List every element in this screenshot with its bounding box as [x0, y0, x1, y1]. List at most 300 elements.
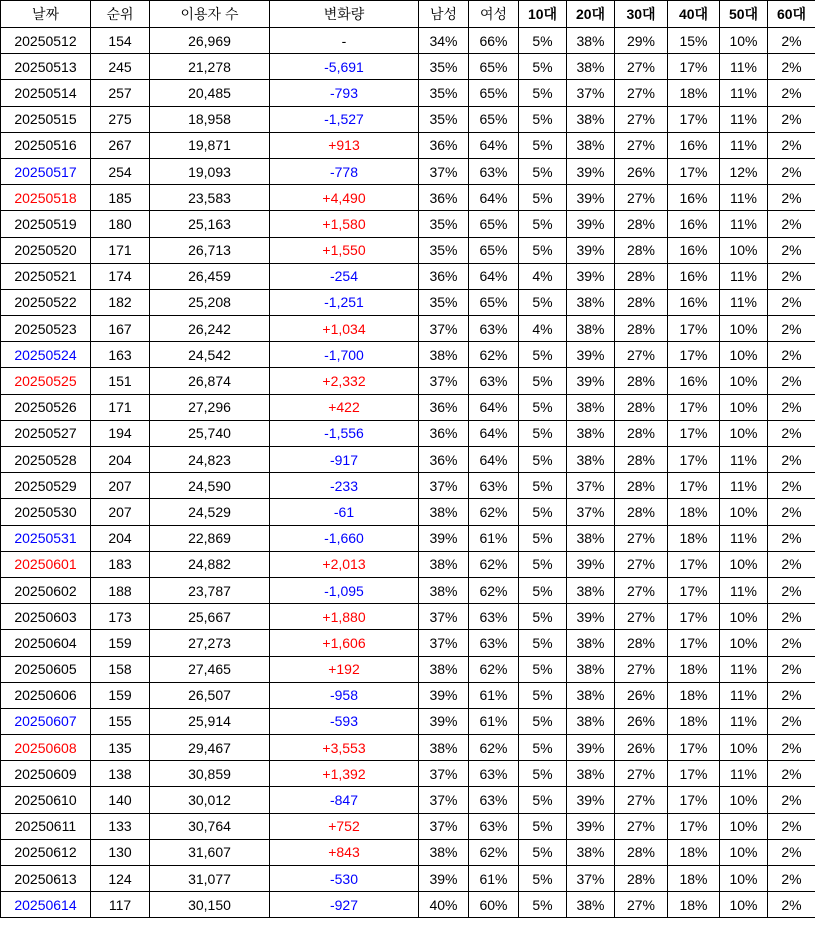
cell-change: -1,251 — [270, 289, 419, 315]
cell-age-10s: 5% — [519, 368, 567, 394]
cell-age-60s: 2% — [768, 80, 815, 106]
cell-age-30s: 28% — [615, 420, 668, 446]
cell-age-60s: 2% — [768, 28, 815, 54]
cell-male: 38% — [419, 735, 469, 761]
cell-users: 26,459 — [150, 263, 270, 289]
cell-female: 64% — [469, 263, 519, 289]
cell-age-10s: 5% — [519, 80, 567, 106]
cell-age-50s: 11% — [720, 473, 768, 499]
cell-rank: 159 — [91, 682, 150, 708]
cell-male: 39% — [419, 866, 469, 892]
cell-change: +1,606 — [270, 630, 419, 656]
cell-age-20s: 38% — [567, 316, 615, 342]
cell-age-10s: 5% — [519, 185, 567, 211]
cell-age-20s: 39% — [567, 604, 615, 630]
table-row — [1, 394, 815, 420]
cell-users: 27,465 — [150, 656, 270, 682]
cell-age-60s: 2% — [768, 158, 815, 184]
cell-users: 29,467 — [150, 735, 270, 761]
cell-female: 63% — [469, 158, 519, 184]
cell-users: 24,882 — [150, 551, 270, 577]
cell-users: 25,163 — [150, 211, 270, 237]
table-row — [1, 54, 815, 80]
cell-female: 66% — [469, 28, 519, 54]
cell-age-30s: 28% — [615, 237, 668, 263]
cell-date: 20250517 — [1, 158, 91, 184]
cell-age-30s: 27% — [615, 54, 668, 80]
cell-change: +1,550 — [270, 237, 419, 263]
cell-female: 63% — [469, 316, 519, 342]
cell-age-60s: 2% — [768, 54, 815, 80]
cell-male: 38% — [419, 551, 469, 577]
cell-age-20s: 39% — [567, 211, 615, 237]
cell-users: 30,012 — [150, 787, 270, 813]
cell-age-30s: 26% — [615, 735, 668, 761]
table-row — [1, 813, 815, 839]
cell-date: 20250523 — [1, 316, 91, 342]
cell-date: 20250527 — [1, 420, 91, 446]
header-age-20s: 20대 — [567, 1, 615, 28]
cell-change: -593 — [270, 708, 419, 734]
cell-female: 64% — [469, 185, 519, 211]
cell-date: 20250524 — [1, 342, 91, 368]
cell-female: 64% — [469, 132, 519, 158]
cell-change: -5,691 — [270, 54, 419, 80]
cell-age-10s: 5% — [519, 473, 567, 499]
cell-users: 24,529 — [150, 499, 270, 525]
cell-age-10s: 5% — [519, 551, 567, 577]
cell-users: 27,273 — [150, 630, 270, 656]
cell-change: -778 — [270, 158, 419, 184]
cell-date: 20250522 — [1, 289, 91, 315]
cell-age-10s: 5% — [519, 289, 567, 315]
cell-date: 20250608 — [1, 735, 91, 761]
cell-female: 65% — [469, 54, 519, 80]
cell-age-30s: 28% — [615, 394, 668, 420]
cell-age-10s: 5% — [519, 630, 567, 656]
cell-age-60s: 2% — [768, 106, 815, 132]
cell-rank: 257 — [91, 80, 150, 106]
cell-age-10s: 5% — [519, 28, 567, 54]
cell-date: 20250610 — [1, 787, 91, 813]
cell-age-20s: 37% — [567, 866, 615, 892]
cell-age-20s: 38% — [567, 289, 615, 315]
cell-age-10s: 5% — [519, 525, 567, 551]
cell-age-50s: 11% — [720, 132, 768, 158]
cell-date: 20250519 — [1, 211, 91, 237]
cell-age-30s: 29% — [615, 28, 668, 54]
cell-age-20s: 38% — [567, 656, 615, 682]
cell-rank: 117 — [91, 892, 150, 918]
cell-date: 20250612 — [1, 839, 91, 865]
cell-age-10s: 5% — [519, 735, 567, 761]
cell-age-60s: 2% — [768, 263, 815, 289]
cell-change: +1,392 — [270, 761, 419, 787]
table-row — [1, 866, 815, 892]
cell-male: 37% — [419, 787, 469, 813]
cell-male: 38% — [419, 342, 469, 368]
cell-age-50s: 10% — [720, 604, 768, 630]
cell-age-40s: 16% — [668, 237, 720, 263]
cell-age-60s: 2% — [768, 735, 815, 761]
cell-rank: 185 — [91, 185, 150, 211]
cell-age-60s: 2% — [768, 577, 815, 603]
cell-male: 37% — [419, 316, 469, 342]
cell-male: 38% — [419, 577, 469, 603]
cell-rank: 173 — [91, 604, 150, 630]
table-row — [1, 80, 815, 106]
cell-age-40s: 17% — [668, 735, 720, 761]
cell-change: -530 — [270, 866, 419, 892]
cell-age-60s: 2% — [768, 866, 815, 892]
cell-age-30s: 28% — [615, 630, 668, 656]
table-row — [1, 892, 815, 918]
cell-change: -1,527 — [270, 106, 419, 132]
cell-male: 34% — [419, 28, 469, 54]
cell-age-30s: 26% — [615, 682, 668, 708]
cell-age-30s: 27% — [615, 604, 668, 630]
cell-age-20s: 38% — [567, 447, 615, 473]
cell-male: 39% — [419, 682, 469, 708]
cell-male: 38% — [419, 499, 469, 525]
table-row — [1, 656, 815, 682]
cell-age-50s: 10% — [720, 787, 768, 813]
cell-rank: 183 — [91, 551, 150, 577]
table-row — [1, 630, 815, 656]
cell-rank: 204 — [91, 525, 150, 551]
cell-date: 20250526 — [1, 394, 91, 420]
table-row — [1, 158, 815, 184]
table-row — [1, 735, 815, 761]
cell-age-30s: 27% — [615, 525, 668, 551]
cell-male: 35% — [419, 211, 469, 237]
cell-change: -958 — [270, 682, 419, 708]
cell-age-10s: 5% — [519, 106, 567, 132]
cell-date: 20250609 — [1, 761, 91, 787]
cell-users: 25,208 — [150, 289, 270, 315]
cell-age-30s: 26% — [615, 708, 668, 734]
cell-age-10s: 5% — [519, 420, 567, 446]
cell-age-50s: 11% — [720, 54, 768, 80]
cell-age-50s: 10% — [720, 316, 768, 342]
table-row — [1, 551, 815, 577]
cell-age-10s: 5% — [519, 761, 567, 787]
cell-age-40s: 17% — [668, 342, 720, 368]
cell-users: 25,740 — [150, 420, 270, 446]
cell-male: 36% — [419, 420, 469, 446]
cell-male: 35% — [419, 237, 469, 263]
cell-change: -1,700 — [270, 342, 419, 368]
cell-age-60s: 2% — [768, 604, 815, 630]
cell-age-40s: 16% — [668, 132, 720, 158]
cell-age-40s: 18% — [668, 892, 720, 918]
cell-rank: 130 — [91, 839, 150, 865]
cell-change: -917 — [270, 447, 419, 473]
cell-age-20s: 39% — [567, 263, 615, 289]
cell-rank: 267 — [91, 132, 150, 158]
cell-age-10s: 5% — [519, 577, 567, 603]
cell-age-50s: 11% — [720, 185, 768, 211]
cell-age-50s: 11% — [720, 525, 768, 551]
cell-age-60s: 2% — [768, 708, 815, 734]
cell-age-50s: 11% — [720, 263, 768, 289]
cell-age-40s: 17% — [668, 394, 720, 420]
cell-age-10s: 5% — [519, 813, 567, 839]
table-row — [1, 787, 815, 813]
cell-date: 20250607 — [1, 708, 91, 734]
header-age-10s: 10대 — [519, 1, 567, 28]
cell-date: 20250516 — [1, 132, 91, 158]
cell-age-40s: 17% — [668, 106, 720, 132]
cell-change: +192 — [270, 656, 419, 682]
cell-female: 65% — [469, 289, 519, 315]
cell-female: 63% — [469, 630, 519, 656]
cell-date: 20250613 — [1, 866, 91, 892]
cell-age-50s: 11% — [720, 577, 768, 603]
table-row — [1, 761, 815, 787]
cell-age-10s: 5% — [519, 132, 567, 158]
cell-female: 61% — [469, 708, 519, 734]
cell-age-50s: 11% — [720, 289, 768, 315]
cell-age-60s: 2% — [768, 787, 815, 813]
header-male: 남성 — [419, 1, 469, 28]
cell-age-60s: 2% — [768, 525, 815, 551]
cell-change: -61 — [270, 499, 419, 525]
cell-age-60s: 2% — [768, 892, 815, 918]
cell-age-60s: 2% — [768, 211, 815, 237]
cell-age-50s: 10% — [720, 551, 768, 577]
cell-users: 22,869 — [150, 525, 270, 551]
cell-age-40s: 18% — [668, 656, 720, 682]
cell-male: 38% — [419, 839, 469, 865]
cell-age-50s: 10% — [720, 630, 768, 656]
cell-female: 63% — [469, 473, 519, 499]
cell-age-40s: 18% — [668, 708, 720, 734]
cell-rank: 138 — [91, 761, 150, 787]
cell-date: 20250531 — [1, 525, 91, 551]
cell-male: 35% — [419, 289, 469, 315]
cell-change: +843 — [270, 839, 419, 865]
cell-rank: 180 — [91, 211, 150, 237]
cell-users: 25,914 — [150, 708, 270, 734]
header-age-50s: 50대 — [720, 1, 768, 28]
cell-age-30s: 27% — [615, 577, 668, 603]
cell-age-60s: 2% — [768, 656, 815, 682]
cell-date: 20250518 — [1, 185, 91, 211]
cell-age-30s: 28% — [615, 211, 668, 237]
header-age-30s: 30대 — [615, 1, 668, 28]
cell-age-30s: 28% — [615, 368, 668, 394]
cell-age-20s: 39% — [567, 368, 615, 394]
cell-female: 62% — [469, 577, 519, 603]
cell-age-50s: 11% — [720, 106, 768, 132]
cell-date: 20250611 — [1, 813, 91, 839]
cell-age-50s: 10% — [720, 735, 768, 761]
cell-rank: 207 — [91, 499, 150, 525]
table-row — [1, 525, 815, 551]
cell-age-20s: 37% — [567, 473, 615, 499]
cell-users: 26,969 — [150, 28, 270, 54]
cell-age-60s: 2% — [768, 237, 815, 263]
cell-age-30s: 28% — [615, 447, 668, 473]
cell-rank: 158 — [91, 656, 150, 682]
cell-change: -254 — [270, 263, 419, 289]
cell-female: 65% — [469, 106, 519, 132]
cell-users: 26,507 — [150, 682, 270, 708]
cell-users: 23,787 — [150, 577, 270, 603]
cell-male: 37% — [419, 158, 469, 184]
cell-age-30s: 27% — [615, 132, 668, 158]
cell-users: 26,874 — [150, 368, 270, 394]
cell-female: 65% — [469, 211, 519, 237]
cell-users: 24,542 — [150, 342, 270, 368]
cell-rank: 167 — [91, 316, 150, 342]
cell-age-50s: 10% — [720, 813, 768, 839]
cell-age-60s: 2% — [768, 813, 815, 839]
cell-date: 20250606 — [1, 682, 91, 708]
cell-female: 63% — [469, 604, 519, 630]
cell-rank: 275 — [91, 106, 150, 132]
cell-age-40s: 18% — [668, 682, 720, 708]
cell-age-50s: 10% — [720, 866, 768, 892]
cell-rank: 133 — [91, 813, 150, 839]
cell-female: 60% — [469, 892, 519, 918]
table-row — [1, 368, 815, 394]
cell-date: 20250512 — [1, 28, 91, 54]
cell-age-10s: 5% — [519, 839, 567, 865]
cell-age-40s: 18% — [668, 866, 720, 892]
cell-age-40s: 17% — [668, 447, 720, 473]
cell-date: 20250530 — [1, 499, 91, 525]
cell-users: 18,958 — [150, 106, 270, 132]
cell-age-10s: 5% — [519, 499, 567, 525]
cell-age-50s: 11% — [720, 682, 768, 708]
cell-users: 31,607 — [150, 839, 270, 865]
cell-female: 61% — [469, 682, 519, 708]
header-rank: 순위 — [91, 1, 150, 28]
cell-rank: 124 — [91, 866, 150, 892]
cell-change: -847 — [270, 787, 419, 813]
cell-age-20s: 38% — [567, 577, 615, 603]
cell-date: 20250601 — [1, 551, 91, 577]
cell-age-60s: 2% — [768, 185, 815, 211]
cell-rank: 155 — [91, 708, 150, 734]
cell-age-60s: 2% — [768, 342, 815, 368]
cell-age-40s: 17% — [668, 54, 720, 80]
cell-female: 63% — [469, 787, 519, 813]
cell-female: 65% — [469, 237, 519, 263]
cell-age-40s: 17% — [668, 420, 720, 446]
cell-male: 35% — [419, 80, 469, 106]
cell-age-50s: 12% — [720, 158, 768, 184]
cell-age-40s: 18% — [668, 499, 720, 525]
cell-age-10s: 5% — [519, 604, 567, 630]
cell-change: -1,095 — [270, 577, 419, 603]
cell-male: 37% — [419, 761, 469, 787]
table-row — [1, 604, 815, 630]
cell-date: 20250604 — [1, 630, 91, 656]
cell-age-10s: 5% — [519, 158, 567, 184]
table-row — [1, 420, 815, 446]
cell-age-50s: 10% — [720, 237, 768, 263]
cell-age-50s: 11% — [720, 447, 768, 473]
cell-male: 36% — [419, 185, 469, 211]
cell-age-50s: 11% — [720, 708, 768, 734]
cell-users: 19,871 — [150, 132, 270, 158]
cell-age-10s: 5% — [519, 447, 567, 473]
cell-change: +2,332 — [270, 368, 419, 394]
cell-age-20s: 39% — [567, 158, 615, 184]
cell-age-60s: 2% — [768, 132, 815, 158]
header-age-40s: 40대 — [668, 1, 720, 28]
table-row — [1, 289, 815, 315]
cell-age-50s: 10% — [720, 420, 768, 446]
cell-age-40s: 16% — [668, 211, 720, 237]
cell-date: 20250603 — [1, 604, 91, 630]
cell-female: 63% — [469, 761, 519, 787]
cell-age-50s: 10% — [720, 394, 768, 420]
cell-age-40s: 17% — [668, 316, 720, 342]
cell-date: 20250528 — [1, 447, 91, 473]
cell-users: 24,590 — [150, 473, 270, 499]
cell-date: 20250529 — [1, 473, 91, 499]
cell-rank: 154 — [91, 28, 150, 54]
cell-rank: 204 — [91, 447, 150, 473]
header-users: 이용자 수 — [150, 1, 270, 28]
cell-age-20s: 38% — [567, 54, 615, 80]
cell-change: +752 — [270, 813, 419, 839]
cell-age-50s: 10% — [720, 368, 768, 394]
cell-age-30s: 27% — [615, 551, 668, 577]
cell-users: 26,713 — [150, 237, 270, 263]
cell-age-40s: 17% — [668, 604, 720, 630]
cell-rank: 254 — [91, 158, 150, 184]
cell-rank: 159 — [91, 630, 150, 656]
cell-users: 27,296 — [150, 394, 270, 420]
cell-age-60s: 2% — [768, 499, 815, 525]
cell-female: 62% — [469, 499, 519, 525]
cell-age-50s: 10% — [720, 28, 768, 54]
cell-change: +1,034 — [270, 316, 419, 342]
cell-age-50s: 10% — [720, 839, 768, 865]
cell-age-10s: 5% — [519, 342, 567, 368]
cell-age-10s: 5% — [519, 656, 567, 682]
cell-rank: 245 — [91, 54, 150, 80]
cell-age-60s: 2% — [768, 630, 815, 656]
cell-age-60s: 2% — [768, 420, 815, 446]
cell-age-20s: 39% — [567, 185, 615, 211]
table-body — [1, 28, 815, 918]
cell-age-20s: 39% — [567, 787, 615, 813]
cell-age-60s: 2% — [768, 289, 815, 315]
cell-female: 63% — [469, 368, 519, 394]
table-row — [1, 682, 815, 708]
header-female: 여성 — [469, 1, 519, 28]
cell-male: 37% — [419, 368, 469, 394]
cell-age-40s: 18% — [668, 80, 720, 106]
cell-age-10s: 5% — [519, 237, 567, 263]
cell-users: 25,667 — [150, 604, 270, 630]
cell-age-60s: 2% — [768, 551, 815, 577]
cell-date: 20250614 — [1, 892, 91, 918]
cell-rank: 182 — [91, 289, 150, 315]
cell-date: 20250515 — [1, 106, 91, 132]
cell-age-30s: 28% — [615, 499, 668, 525]
cell-rank: 171 — [91, 394, 150, 420]
table-row — [1, 132, 815, 158]
cell-age-20s: 38% — [567, 630, 615, 656]
header-age-60s: 60대 — [768, 1, 815, 28]
